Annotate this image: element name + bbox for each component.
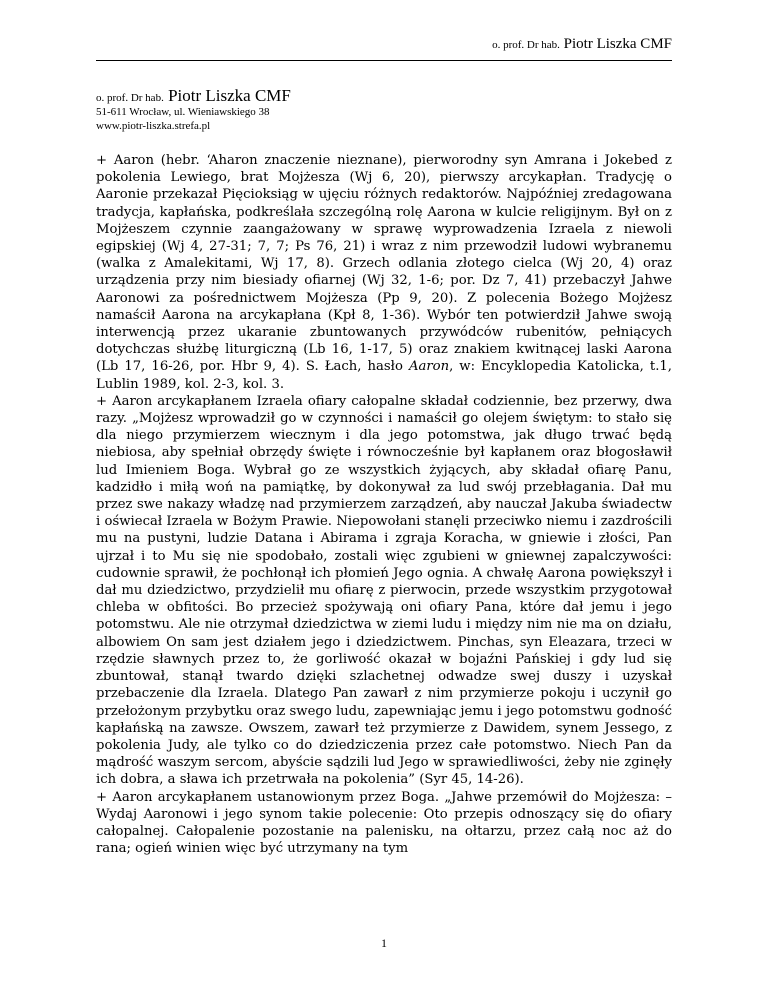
body-text bbox=[96, 152, 672, 857]
author-name: Piotr Liszka CMF bbox=[168, 86, 291, 105]
author-website: www.piotr-liszka.strefa.pl bbox=[96, 119, 211, 132]
author-title-prefix: o. prof. Dr hab. bbox=[96, 92, 164, 104]
author-address: 51-611 Wrocław, ul. Wieniawskiego 38 bbox=[96, 106, 270, 119]
entry-italic-term: Aaron bbox=[408, 359, 450, 375]
header-rule bbox=[96, 60, 672, 61]
page-number: 1 bbox=[381, 936, 387, 950]
running-header bbox=[492, 36, 672, 53]
header-title-prefix: o. prof. Dr hab. bbox=[492, 39, 560, 51]
entry-citation: , w: Encyklopedia Katolicka, t.1, Lublin 1989, kol. 2-3, kol. 3. bbox=[96, 359, 672, 392]
entry-paragraph: + Aaron arcykapłanem ustanowionym przez Boga. „Jahwe przemówił do Mojżesza: – Wydaj Aaronowi i jego synom takie polecenie: Oto przepis odnoszący się do ofiary całopalnej. Całopalenie pozostanie na palenisku, na ołtarzu, przez całą noc aż do rana; ogień winien więc być utrzymany na tym bbox=[96, 789, 672, 857]
author-line bbox=[96, 86, 291, 106]
entry-text: + Aaron (hebr. ‘Aharon znaczenie nieznane), pierworodny syn Amrana i Jokebed z pokolenia Lewiego, brat Mojżesza (Wj 6, 20), pierwszy arcykapłan. Tradycję o Aaronie przekazał Pięcioksiąg w ujęciu różnych redaktorów. Najpóźniej zredagowana tradycja, kapłańska, podkreślała szczególną rolę Aarona w kulcie religijnym. Był on z Mojżeszem czynnie zaangażowany w sprawę wyprowadzenia Izraela z niewoli egipskiej (Wj 4, 27-31; 7, 7; Ps 76, 21) i wraz z nim przewodził ludowi wybranemu (walka z Amalekitami, Wj 17, 8). Grzech odlania złotego cielca (Wj 20, 4) oraz urządzenia przy nim biesiady ofiarnej (Wj 32, 1-6; por. Dz 7, 41) przebaczył Jahwe Aaronowi za pośrednictwem Mojżesza (Pp 9, 20). Z polecenia Bożego Mojżesz namaścił Aarona na arcykapłana (Kpł 8, 1-36). Wybór ten potwierdził Jahwe swoją interwencją przez ukaranie zbuntowanych przywódców rubenitów, pełniących dotychczas służbę liturgiczną (Lb 16, 1-17, 5) oraz znakiem kwitnącej laski Aarona (Lb 17, 16-26, por. Hbr 9, 4). S. Łach, hasło bbox=[96, 153, 672, 375]
entry-paragraph bbox=[96, 152, 672, 393]
author-block bbox=[96, 86, 291, 133]
entry-paragraph: + Aaron arcykapłanem Izraela ofiary całopalne składał codziennie, bez przerwy, dwa razy. „Mojżesz wprowadził go w czynności i namaścił go olejem świętym: to stało się dla niego przymierzem wiecznym i dla jego potomstwa, jak długo trwać będą niebiosa, aby spełniał obrzędy święte i równocześnie był kapłanem oraz błogosławił lud Imieniem Boga. Wybrał go ze wszystkich żyjących, aby składał ofiarę Panu, kadzidło i miłą woń na pamiątkę, by dokonywał za lud swój przebłagania. Dał mu przez swe nakazy władzę nad przymierzem zarządzeń, aby nauczał Jakuba świadectw i oświecał Izraela w Bożym Prawie. Niepowołani stanęli przeciwko niemu i zazdrościli mu na pustyni, ludzie Datana i Abirama i zgraja Koracha, w gniewie i złości, Pan ujrzał i to Mu się nie spodobało, zostali więc zgubieni w gniewnej zapalczywości: cudownie sprawił, że pochłonął ich płomień Jego ognia. A chwałę Aarona powiększył i dał mu dziedzictwo, przydzielił mu ofiarę z pierwocin, przede wszystkim przygotował chleba w obfitości. Bo przecież spożywają oni ofiary Pana, które dał jemu i jego potomstwu. Ale nie otrzymał dziedzictwa w ziemi ludu i między nim nie ma on działu, albowiem On sam jest działem jego i dziedzictwem. Pinchas, syn Eleazara, trzeci w rzędzie sławnych przez to, że gorliwość okazał w bojaźni Pańskiej i gdy lud się zbuntował, stanął twardo dzięki szlachetnej odwadze swej duszy i uzyskał przebaczenie dla Izraela. Dlatego Pan zawarł z nim przymierze pokoju i uczynił go przełożonym przybytku oraz swego ludu, zapewniając jemu i jego potomstwu godność kapłańską na zawsze. Owszem, zawarł też przymierze z Dawidem, synem Jessego, z pokolenia Judy, ale tylko co do dziedziczenia przez całe potomstwo. Niech Pan da mądrość waszym sercom, abyście sądzili lud Jego w sprawiedliwości, żeby nie zginęły ich dobra, a sława ich przetrwała na pokolenia” (Syr 45, 14-26). bbox=[96, 393, 672, 788]
header-author-name: Piotr Liszka CMF bbox=[563, 36, 672, 52]
